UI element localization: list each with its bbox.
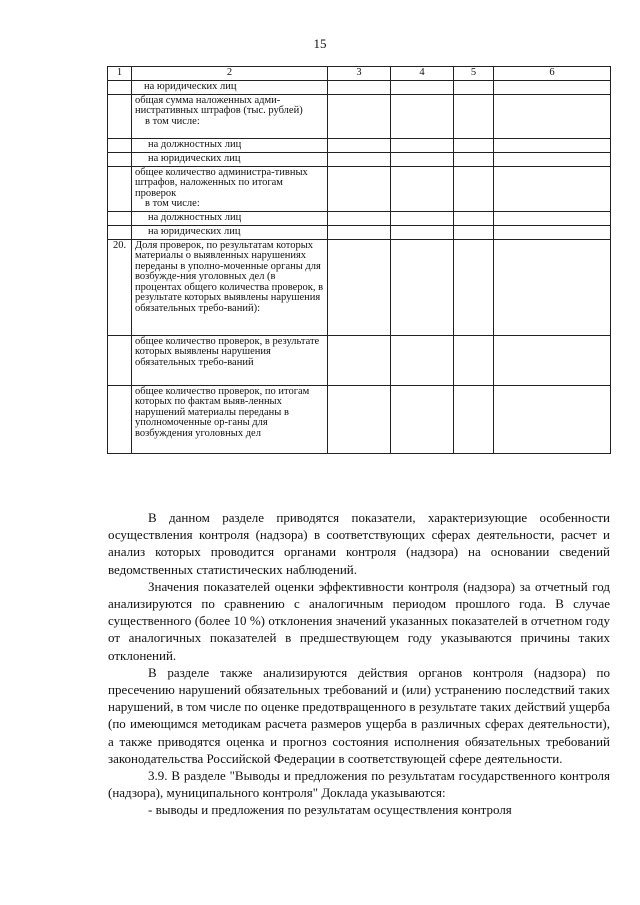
- empty-value-cell: [328, 211, 391, 225]
- empty-value-cell: [494, 211, 611, 225]
- empty-value-cell: [454, 211, 494, 225]
- row-number: [108, 211, 132, 225]
- table-row: [108, 166, 611, 211]
- empty-value-cell: [391, 385, 454, 453]
- row-label: [132, 239, 328, 335]
- row-number: [108, 138, 132, 152]
- empty-value-cell: [328, 335, 391, 385]
- row-number: [108, 335, 132, 385]
- header-cell-4: 4: [391, 67, 454, 81]
- table-row: [108, 152, 611, 166]
- empty-value-cell: [494, 385, 611, 453]
- empty-value-cell: [391, 335, 454, 385]
- empty-value-cell: [494, 225, 611, 239]
- row-label: [132, 138, 328, 152]
- header-cell-3: 3: [328, 67, 391, 81]
- empty-value-cell: [494, 166, 611, 211]
- row-number: [108, 166, 132, 211]
- empty-value-cell: [328, 94, 391, 138]
- row-label-text: на юридических лиц: [144, 81, 237, 92]
- row-label: [132, 166, 328, 211]
- table-row: [108, 239, 611, 335]
- row-label-subline: в том числе:: [145, 198, 200, 209]
- row-number: [108, 81, 132, 95]
- row-number: 20.: [108, 239, 132, 335]
- row-label-text: общее количество администра-тивных штрафов, наложенных по итогам проверок: [135, 166, 308, 199]
- row-number: [108, 225, 132, 239]
- header-cell-1: 1: [108, 67, 132, 81]
- empty-value-cell: [391, 225, 454, 239]
- row-label-text: общая сумма наложенных адми-нистративных штрафов (тыс. рублей): [135, 94, 303, 116]
- empty-value-cell: [494, 152, 611, 166]
- row-number: [108, 94, 132, 138]
- table-row: [108, 94, 611, 138]
- table-row: [108, 385, 611, 453]
- empty-value-cell: [328, 239, 391, 335]
- empty-value-cell: [391, 239, 454, 335]
- row-label: [132, 335, 328, 385]
- table-row: [108, 138, 611, 152]
- table-row: [108, 81, 611, 95]
- body-text: [108, 509, 610, 819]
- row-number: [108, 152, 132, 166]
- header-cell-5: 5: [454, 67, 494, 81]
- empty-value-cell: [494, 94, 611, 138]
- empty-value-cell: [328, 166, 391, 211]
- row-label: [132, 94, 328, 138]
- table-header-row: [108, 67, 611, 81]
- table-row: [108, 211, 611, 225]
- empty-value-cell: [454, 335, 494, 385]
- row-label-subline: в том числе:: [145, 115, 200, 127]
- row-number: [108, 385, 132, 453]
- paragraph: 3.9. В разделе "Выводы и предложения по результатам государственного контроля (надзора), муниципального контроля" Доклада указываются:: [108, 768, 610, 801]
- table-row: [108, 335, 611, 385]
- table-row: [108, 225, 611, 239]
- header-cell-6: 6: [494, 67, 611, 81]
- empty-value-cell: [391, 138, 454, 152]
- row-label-text: общее количество проверок, в результате которых выявлены нарушения обязательных требо-ваний: [135, 335, 320, 368]
- row-label: [132, 211, 328, 225]
- row-label: [132, 152, 328, 166]
- row-label: [132, 81, 328, 95]
- paragraph: В данном разделе приводятся показатели, характеризующие особенности осуществления контроля (надзора) в соответствующих сферах деятельности, расчет и анализ которых проводится органами контроля (надзора) на основании сведений ведомственных статистических наблюдений.: [108, 510, 610, 577]
- header-cell-2: 2: [132, 67, 328, 81]
- empty-value-cell: [454, 152, 494, 166]
- paragraph: Значения показателей оценки эффективности контроля (надзора) за отчетный год анализируются по сравнению с аналогичным периодом прошлого года. В случае существенного (более 10 %) отклонения значений указанных показателей в отчетном году от аналогичных показателей в предшествующем году указываются причины таких отклонений.: [108, 578, 610, 663]
- row-label-text: на должностных лиц: [148, 138, 242, 150]
- empty-value-cell: [454, 225, 494, 239]
- empty-value-cell: [494, 138, 611, 152]
- empty-value-cell: [454, 138, 494, 152]
- row-label-text: на юридических лиц: [148, 152, 241, 164]
- row-label-text: на юридических лиц: [148, 225, 241, 237]
- row-label-text: общее количество проверок, по итогам которых по фактам выяв-ленных нарушений материалы переданы в уполномоченные ор-ганы для возбуждения уголовных дел: [135, 385, 310, 439]
- paragraph: В разделе также анализируются действия органов контроля (надзора) по пресечению нарушений обязательных требований и (или) устранению последствий таких нарушений, в том числе по оценке предотвращенного в результате таких действий ущерба (по имеющимся методикам расчета размеров ущерба в различных сферах деятельности), а также приводятся оценка и прогноз состояния исполнения обязательных требований законодательства Российской Федерации в соответствующей сфере деятельности.: [108, 664, 610, 766]
- page-number: 15: [313, 36, 327, 51]
- empty-value-cell: [391, 166, 454, 211]
- empty-value-cell: [454, 94, 494, 138]
- row-label: [132, 385, 328, 453]
- empty-value-cell: [494, 239, 611, 335]
- report-table: [107, 66, 611, 454]
- empty-value-cell: [454, 166, 494, 211]
- row-label-text: Доля проверок, по результатам которых материалы о выявленных нарушениях переданы в уполно-моченные органы для возбужде-ния уголовных дел (в процентах общего количества проверок, в результате которых выявлены нарушения обязательных требо-ваний):: [135, 239, 324, 314]
- empty-value-cell: [328, 81, 391, 95]
- empty-value-cell: [328, 152, 391, 166]
- empty-value-cell: [328, 138, 391, 152]
- paragraph: - выводы и предложения по результатам осуществления контроля: [148, 802, 512, 818]
- empty-value-cell: [454, 239, 494, 335]
- empty-value-cell: [454, 385, 494, 453]
- empty-value-cell: [391, 152, 454, 166]
- row-label-text: на должностных лиц: [148, 211, 242, 223]
- empty-value-cell: [328, 225, 391, 239]
- empty-value-cell: [494, 335, 611, 385]
- empty-value-cell: [391, 94, 454, 138]
- empty-value-cell: [391, 211, 454, 225]
- empty-value-cell: [494, 81, 611, 95]
- empty-value-cell: [454, 81, 494, 95]
- empty-value-cell: [328, 385, 391, 453]
- row-label: [132, 225, 328, 239]
- empty-value-cell: [391, 81, 454, 95]
